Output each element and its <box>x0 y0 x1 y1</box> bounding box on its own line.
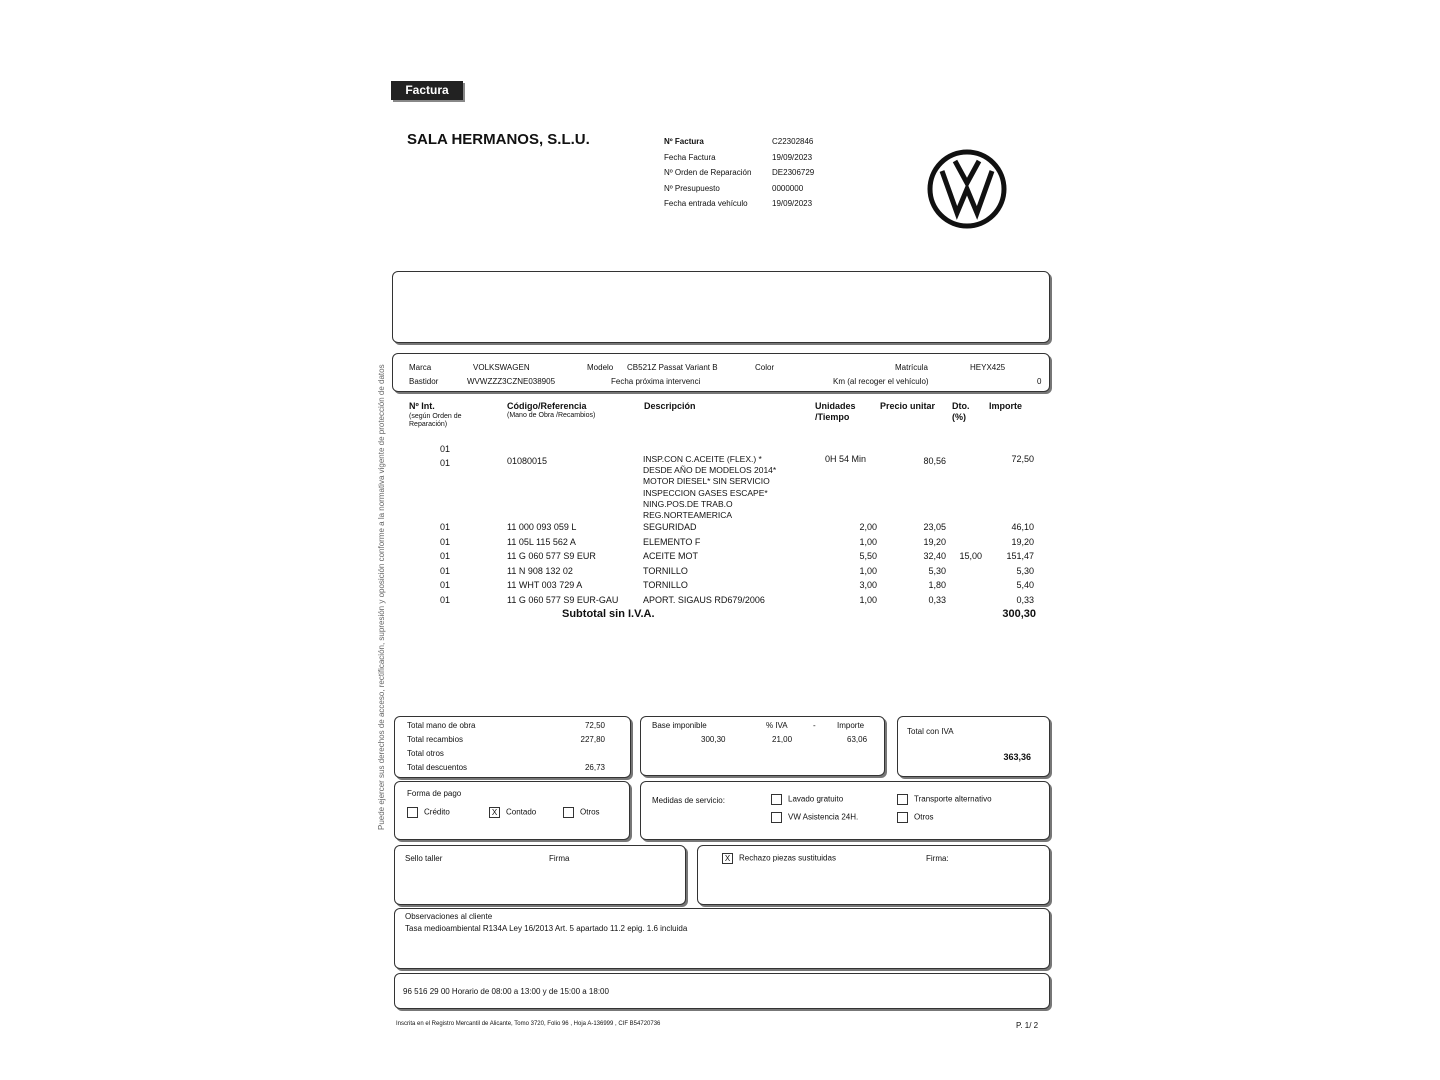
table-row: 01 11 WHT 003 729 A TORNILLO 3,00 1,80 5,40 <box>440 580 1034 590</box>
header-field: Fecha Factura 19/09/2023 <box>664 152 813 162</box>
checkbox-service-otros[interactable] <box>897 812 908 823</box>
table-row: 01 11 05L 115 562 A ELEMENTO F 1,00 19,20 19,20 <box>440 536 1034 547</box>
service-transporte[interactable]: Transporte alternativo <box>897 794 992 805</box>
document-type-label: Factura <box>391 81 463 100</box>
customer-address-box <box>392 271 1050 343</box>
page-number: P. 1/ 2 <box>1016 1021 1039 1030</box>
iva-box: Base imponible % IVA - Importe 300,30 21,00 63,06 <box>640 716 885 776</box>
col-header-nint-sub: (según Orden de Reparación) <box>409 413 462 428</box>
service-otros[interactable]: Otros <box>897 812 934 823</box>
labour-price: 80,56 <box>923 456 946 466</box>
checkbox-asistencia[interactable] <box>771 812 782 823</box>
service-asistencia[interactable]: VW Asistencia 24H. <box>771 812 858 823</box>
checkbox-otros[interactable] <box>563 807 574 818</box>
checkbox-contado[interactable]: X <box>489 807 500 818</box>
col-header-descripcion: Descripción <box>644 401 696 411</box>
labour-code: 01080015 <box>507 456 548 466</box>
col-header-codigo: Código/Referencia <box>507 401 587 411</box>
checkbox-rechazo[interactable]: X <box>722 853 733 864</box>
checkbox-transporte[interactable] <box>897 794 908 805</box>
header-field: Fecha entrada vehículo 19/09/2023 <box>664 199 813 208</box>
side-legal-text: Puede ejercer sus derechos de acceso, rectificación, supresión y oposición conforme a la normativa vigente de protección de datos <box>377 364 386 830</box>
checkbox-lavado[interactable] <box>771 794 782 805</box>
col-header-codigo-sub: (Mano de Obra /Recambios) <box>507 412 596 419</box>
labour-units: 0H 54 Min <box>825 454 867 464</box>
observations-box: Observaciones al cliente Tasa medioambiental R134A Ley 16/2013 Art. 5 apartado 11.2 epig. 1.6 incluida <box>394 908 1050 969</box>
totals-box: Total mano de obra 72,50 Total recambios 227,80 Total otros Total descuentos 26,73 <box>394 716 631 778</box>
group-int: 01 <box>440 444 451 454</box>
col-header-unidades: Unidades /Tiempo <box>815 401 856 422</box>
rechazo-option[interactable]: X Rechazo piezas sustituidas <box>722 853 836 864</box>
col-header-precio: Precio unitar <box>880 401 936 411</box>
registry-info: Inscrita en el Registro Mercantil de Alicante, Tomo 3720, Folio 96 , Hoja A-136999 , CIF B54720736 <box>396 1021 661 1027</box>
labour-description: INSP.CON C.ACEITE (FLEX.) * DESDE AÑO DE MODELOS 2014* MOTOR DIESEL* SIN SERVICIO INSPECCION GASES ESCAPE* NING.POS.DE TRAB.O REG.NORTEAMERICA <box>643 454 777 521</box>
payment-credito[interactable]: Crédito <box>407 807 450 818</box>
contact-box: 96 516 29 00 Horario de 08:00 a 13:00 y de 15:00 a 18:00 <box>394 973 1050 1009</box>
payment-otros[interactable]: Otros <box>563 807 600 818</box>
items-table <box>392 398 1048 628</box>
subtotal-value: 300,30 <box>1002 608 1036 620</box>
service-measures-box: Medidas de servicio: Lavado gratuito Transporte alternativo VW Asistencia 24H. Otros <box>640 781 1050 840</box>
header-field: Nº Factura C22302846 <box>664 137 814 146</box>
subtotal-label: Subtotal sin I.V.A. <box>562 608 655 620</box>
payment-contado[interactable]: X Contado <box>489 807 536 818</box>
checkbox-credito[interactable] <box>407 807 418 818</box>
header-field: Nº Presupuesto 0000000 <box>664 183 804 193</box>
volkswagen-logo-icon <box>926 149 1008 229</box>
table-row: 01 11 G 060 577 S9 EUR-GAU APORT. SIGAUS RD679/2006 1,00 0,33 0,33 <box>440 594 1034 605</box>
col-header-nint: Nº Int. <box>409 401 435 411</box>
labour-nint: 01 <box>440 458 451 468</box>
invoice-header-fields <box>664 137 834 215</box>
parts-rejection-box: X Rechazo piezas sustituidas Firma: <box>697 845 1050 905</box>
table-row: 01 11 G 060 577 S9 EUR ACEITE MOT 5,50 32,40 15,00 151,47 <box>440 551 1034 561</box>
total-iva-box: Total con IVA 363,36 <box>897 716 1050 777</box>
vehicle-info-box: Marca VOLKSWAGEN Modelo CB521Z Passat Variant B Color Matrícula HEYX425 Bastidor WVWZZZ3CZNE038905 Fecha próxima intervenci Km (al recoger el vehículo) 0 <box>392 353 1050 392</box>
labour-amount: 72,50 <box>1011 454 1034 464</box>
table-row: 01 11 000 093 059 L SEGURIDAD 2,00 23,05 46,10 <box>440 522 1034 532</box>
company-name: SALA HERMANOS, S.L.U. <box>407 131 590 148</box>
col-header-importe: Importe <box>989 401 1023 411</box>
table-row: 01 11 N 908 132 02 TORNILLO 1,00 5,30 5,30 <box>440 565 1034 576</box>
service-lavado[interactable]: Lavado gratuito <box>771 794 843 805</box>
workshop-stamp-box: Sello taller Firma <box>394 845 686 905</box>
payment-method-box: Forma de pago Crédito X Contado Otros <box>394 781 630 840</box>
col-header-dto: Dto. (%) <box>952 401 970 422</box>
header-field: Nº Orden de Reparación DE2306729 <box>664 168 815 177</box>
